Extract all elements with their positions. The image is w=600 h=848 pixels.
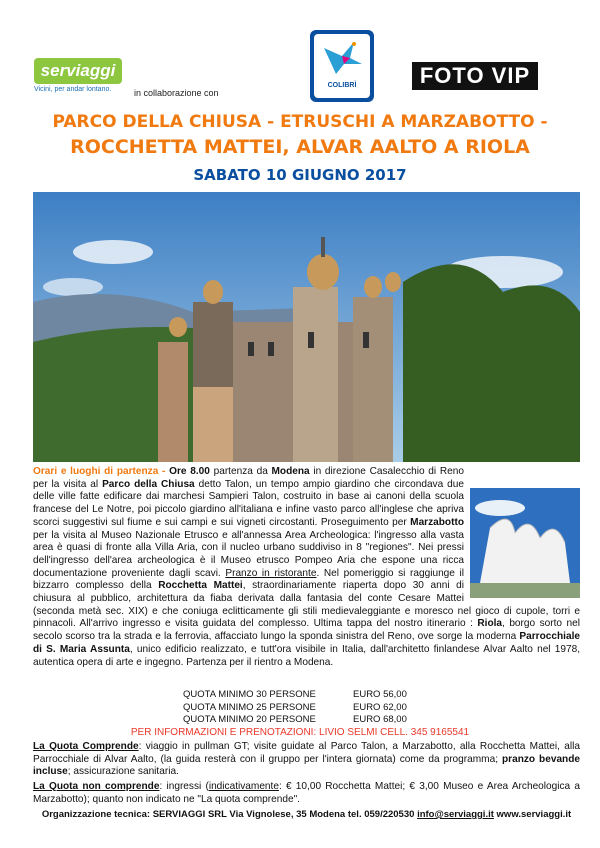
foto-vip-logo: FOTO VIP [412,62,538,90]
colibri-name: COLIBRÌ [327,82,357,89]
collaboration-text: in collaborazione con [134,88,219,98]
organizzazione-tecnica: Organizzazione tecnica: SERVIAGGI SRL Via Vignolese, 35 Modena tel. 059/220530 info@serviaggi.it www.serviaggi.it [41,809,572,820]
serviaggi-logo: serviaggi [34,58,122,84]
alvar-aalto-church-photo [470,488,580,598]
price-row: QUOTA MINIMO 30 PERSONE EURO 56,00 [183,689,407,700]
price-table [183,689,443,727]
title-line-2: ROCCHETTA MATTEI, ALVAR AALTO A RIOLA [70,136,530,158]
header [0,0,600,110]
itinerary-text: Orari e luoghi di partenza - Ore 8.00 partenza da Modena in direzione Casalecchio di Reno per la visita al Parco della Chiusa detto Talon, un tempo ampio giardino che circondava due delle ville fatte edificare dai marchesi Sampieri Talon, costruito in base ai canoni della scuola francese del Le Notre, poi piccolo giardino all'italiana e infine vasto parco all'inglese che apriva scorci suggestivi sul fiume e sui campi e sui vigneti circostanti. Proseguimento per Marzabotto per la visita al Museo Nazionale Etrusco e all'annessa Area Archeologica: l'ingresso alla vasta area è quasi di fronte alla Villa Aria, con il nucleo urbano suddiviso in 8 "regiones". Nei pressi dell'ingresso dell'area archeologica è il Museo etrusco Pompeo Aria che espone una ricca documentazione proveniente dagli scavi. Pranzo in ristorante. Nel pomeriggio si raggiunge il bizzarro complesso della Rocchetta Mattei, straordinariamente riaperta dopo 30 anni di chiusura al pubblico, architettura da fiaba derivata dalla fantasia del conte Cesare Mattei (seconda metà sec. XIX) e che coniuga eclitticamente gli stili medievaleggiante e moresco nel gioco di cupole, torri e pinnacoli. All'arrivo ingresso e visita guidata del complesso. Ultima tappa del nostro itinerario : Riola, borgo sorto nel secolo scorso tra la strada e la ferrovia, affacciato lungo la sponda sinistra del Reno, ove sorge la moderna Parrocchiale di S. Maria Assunta, unico edificio realizzato, e tutt'ora visibile in Italia, dall'architetto finlandese Alvar Aalto nel 1978, autentica opera di arte e ingegno. Partenza per il rientro a Modena. [33,466,580,668]
website-link[interactable]: www.serviaggi.it [493,809,572,820]
event-date: SABATO 10 GIUGNO 2017 [193,166,407,184]
rocchetta-mattei-photo [33,192,580,462]
price-row: QUOTA MINIMO 25 PERSONE EURO 62,00 [183,701,407,713]
email-link[interactable]: info@serviaggi.it [417,809,494,820]
quota-non-comprende: La Quota non comprende: ingressi (indicativamente: € 10,00 Rocchetta Mattei; € 3,00 Museo e Area Archeologica a Marzabotto); quanto non indicato ne "La quota comprende". [33,781,580,805]
departure-label: Orari e luoghi di partenza - [33,466,170,477]
colibri-logo [310,30,374,102]
info-line: PER INFORMAZIONI E PRENOTAZIONI: LIVIO SELMI CELL. 345 9165541 [130,727,470,738]
title-line-1: PARCO DELLA CHIUSA - ETRUSCHI A MARZABOTTO - [52,112,548,132]
price-row: QUOTA MINIMO 20 PERSONE EURO 68,00 [183,714,407,725]
quota-comprende: La Quota Comprende: viaggio in pullman GT; visite guidate al Parco Talon, a Marzabotto, alla Rocchetta Mattei, alla Parrocchiale di Alvar Aalto, (la guida resterà con il gruppo per l'intera giornata) come da programma; pranzo bevande incluse; assicurazione sanitaria. [33,741,580,778]
hummingbird-icon [314,34,370,80]
serviaggi-slogan: Vicini, per andar lontano. [34,86,112,93]
